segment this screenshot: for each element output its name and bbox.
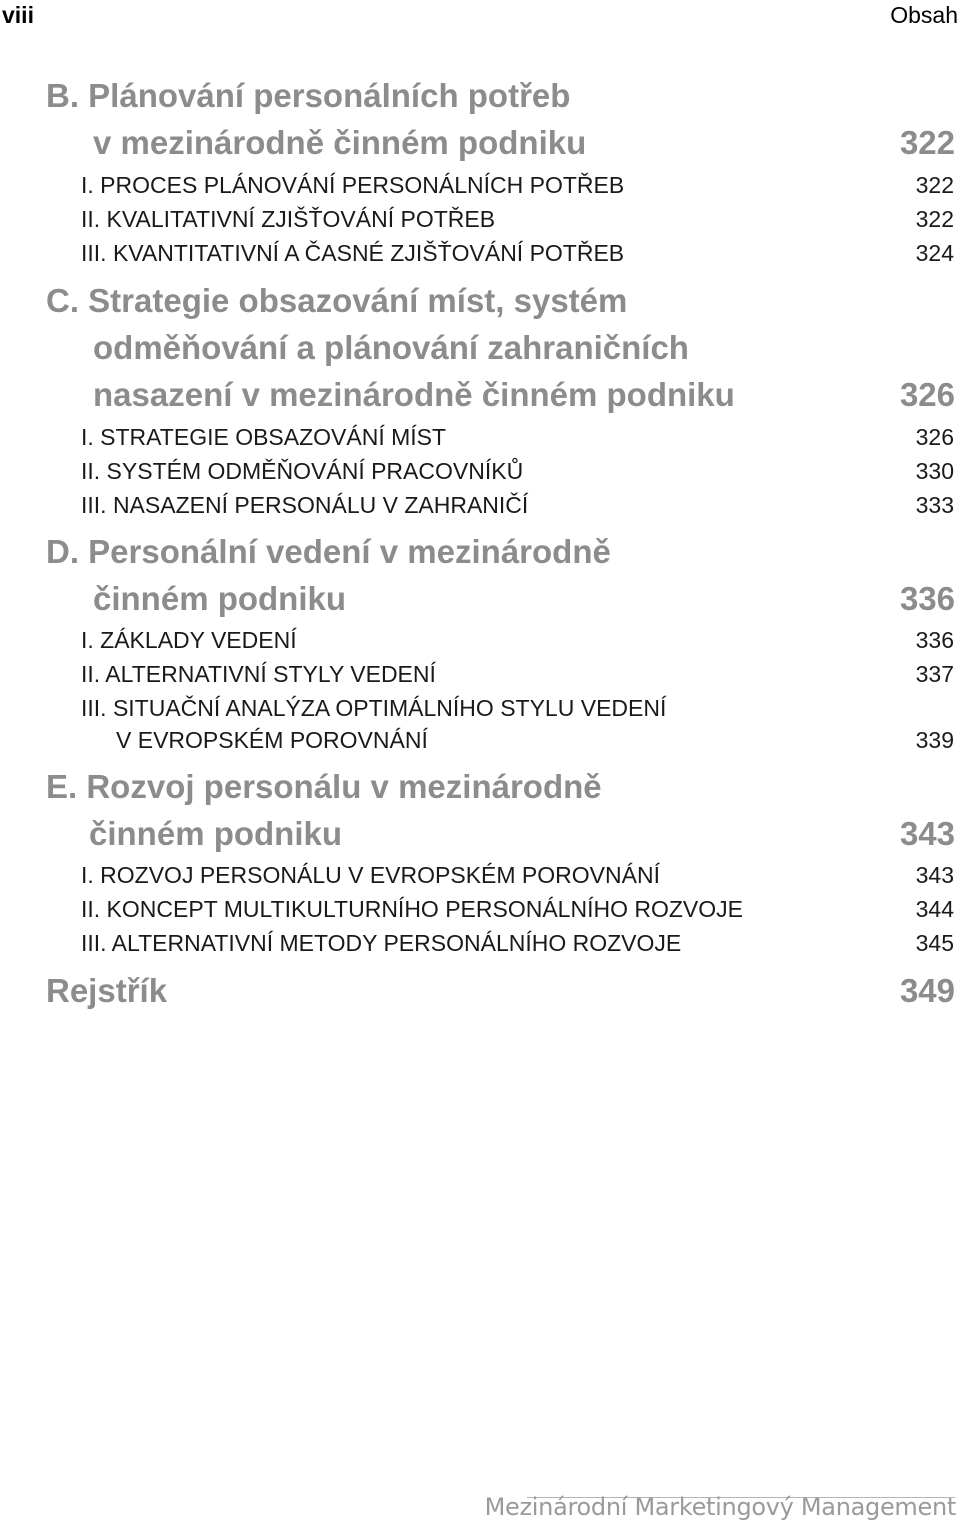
- section-title: Obsah: [890, 2, 958, 28]
- toc-heading-label: nasazení v mezinárodně činném podniku: [93, 376, 735, 413]
- toc-page-number: 322: [899, 124, 955, 161]
- toc-item-label: III. NASAZENÍ PERSONÁLU V ZAHRANIČÍ: [81, 492, 529, 518]
- toc-heading-label: E. Rozvoj personálu v mezinárodně: [46, 768, 602, 805]
- toc-item-label: I. PROCES PLÁNOVÁNÍ PERSONÁLNÍCH POTŘEB: [81, 172, 625, 198]
- toc-page-number: 336: [915, 627, 954, 653]
- toc-item-label: III. KVANTITATIVNÍ A ČASNÉ ZJIŠŤOVÁNÍ POTŘEB: [81, 240, 625, 266]
- toc-heading-label: B. Plánování personálních potřeb: [46, 77, 571, 114]
- toc-page-number: 324: [915, 240, 954, 266]
- toc-page-number: 343: [915, 862, 954, 888]
- toc-page-number: 349: [899, 972, 955, 1009]
- toc-page-number: 322: [915, 206, 954, 232]
- toc-heading-label: Rejstřík: [46, 972, 168, 1009]
- toc-page-number: 333: [915, 492, 954, 518]
- toc-page-number: 336: [899, 580, 955, 617]
- toc-item-label: II. ALTERNATIVNÍ STYLY VEDENÍ: [81, 661, 436, 687]
- toc-item-label: I. ZÁKLADY VEDENÍ: [81, 627, 297, 653]
- page-header: [0, 0, 960, 30]
- toc-heading-label: odměňování a plánování zahraničních: [93, 329, 689, 366]
- toc-item-label: I. ROZVOJ PERSONÁLU V EVROPSKÉM POROVNÁNÍ: [81, 862, 660, 888]
- toc-page-number: 322: [915, 172, 954, 198]
- toc-heading-label: činném podniku: [93, 580, 347, 617]
- footer-brand: Mezinárodní Marketingový Management: [484, 1493, 956, 1521]
- toc-item-label: III. ALTERNATIVNÍ METODY PERSONÁLNÍHO ROZVOJE: [81, 930, 682, 956]
- toc-heading-label: D. Personální vedení v mezinárodně: [46, 533, 611, 570]
- toc-heading-label: v mezinárodně činném podniku: [93, 124, 587, 161]
- toc-item-label: II. KVALITATIVNÍ ZJIŠŤOVÁNÍ POTŘEB: [81, 206, 496, 232]
- toc-item-label: III. SITUAČNÍ ANALÝZA OPTIMÁLNÍHO STYLU VEDENÍ: [81, 695, 667, 721]
- toc-item-label: I. STRATEGIE OBSAZOVÁNÍ MÍST: [81, 424, 447, 450]
- toc-page-number: 326: [915, 424, 954, 450]
- toc-page-number: 345: [915, 930, 954, 956]
- toc-page-number: 339: [915, 727, 954, 753]
- toc-page-number: 330: [915, 458, 954, 484]
- toc-heading-label: činném podniku: [89, 815, 343, 852]
- toc-item-label: II. KONCEPT MULTIKULTURNÍHO PERSONÁLNÍHO ROZVOJE: [81, 896, 743, 922]
- page-number: viii: [2, 2, 34, 28]
- toc-item-label: II. SYSTÉM ODMĚŇOVÁNÍ PRACOVNÍKŮ: [81, 458, 524, 484]
- toc-page-number: 337: [915, 661, 954, 687]
- toc-page-number: 343: [899, 815, 955, 852]
- toc-heading-label: C. Strategie obsazování míst, systém: [46, 282, 628, 319]
- toc-item-label: V EVROPSKÉM POROVNÁNÍ: [116, 727, 428, 753]
- toc-page-number: 326: [899, 376, 955, 413]
- toc-page-number: 344: [915, 896, 954, 922]
